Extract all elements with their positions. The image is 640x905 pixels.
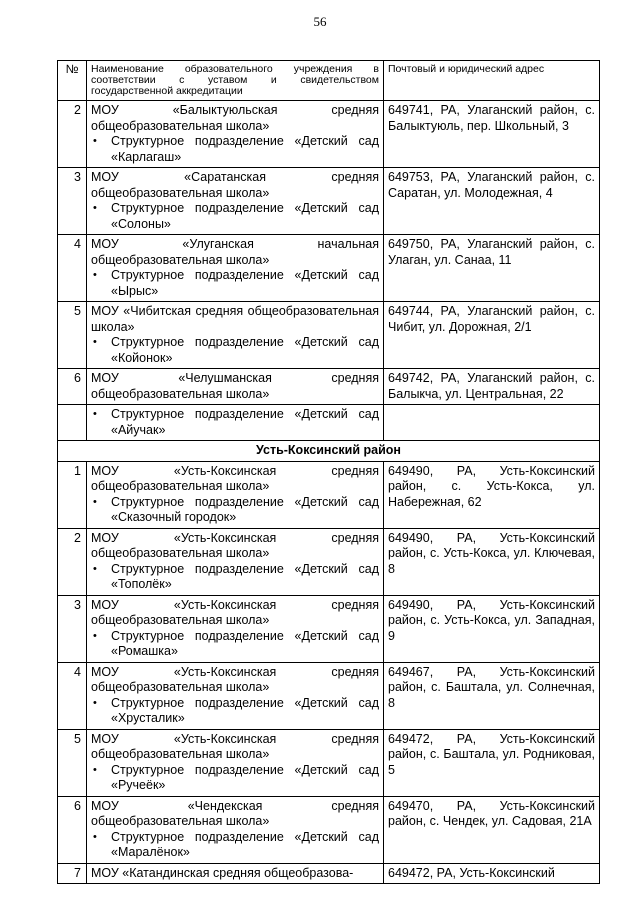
row-number: 6 (58, 369, 87, 405)
school-name: МОУ «Усть-Коксинская средняя общеобразовательная школа» (91, 664, 379, 694)
row-number: 5 (58, 302, 87, 369)
bullet-icon: • (93, 135, 97, 147)
name-cell (87, 369, 384, 405)
address-cell: 649750, РА, Улаганский район, с. Улаган, ул. Санаа, 11 (384, 235, 600, 302)
address-cell: 649472, РА, Усть-Коксинский (384, 863, 600, 884)
address-cell: 649744, РА, Улаганский район, с. Чибит, ул. Дорожная, 2/1 (384, 302, 600, 369)
school-name: МОУ «Усть-Коксинская средняя общеобразовательная школа» (91, 530, 379, 560)
subdivision-text: Структурное подразделение «Детский сад «Сказочный городок» (111, 494, 379, 524)
name-cell (87, 796, 384, 863)
subdivision-text: Структурное подразделение «Детский сад «Койонок» (111, 335, 379, 365)
subdivision-text: Структурное подразделение «Детский сад «Маралёнок» (111, 829, 379, 859)
bullet-icon: • (93, 269, 97, 281)
bullet-icon: • (93, 830, 97, 843)
name-cell (87, 595, 384, 662)
subdivision-text: Структурное подразделение «Детский сад «Солоны» (111, 201, 379, 231)
address-cell: 649470, РА, Усть-Коксинский район, с. Чендек, ул. Садовая, 21А (384, 796, 600, 863)
address-cell: 649490, РА, Усть-Коксинский район, с. Усть-Кокса, ул. Набережная, 62 (384, 461, 600, 528)
bullet-icon: • (93, 562, 97, 575)
subdivision-item (91, 763, 379, 794)
header-number: № (58, 61, 87, 101)
header-name: Наименование образовательного учреждения в соответствии с уставом и свидетельством государственной аккредитации (87, 61, 384, 101)
address-cell: 649490, РА, Усть-Коксинский район, с. Усть-Кокса, ул. Ключевая, 8 (384, 528, 600, 595)
table-row (58, 729, 600, 796)
school-name: МОУ «Чибитская средняя общеобразовательная школа» (91, 304, 379, 334)
table-row (58, 302, 600, 369)
school-name: МОУ «Балыктуюльская средняя общеобразовательная школа» (91, 103, 379, 133)
subdivision-text: Структурное подразделение «Детский сад «Карлагаш» (111, 134, 379, 164)
subdivision-item (91, 495, 379, 526)
subdivision-item (91, 134, 379, 165)
address-cell: 649472, РА, Усть-Коксинский район, с. Баштала, ул. Родниковая, 5 (384, 729, 600, 796)
subdivision-item (91, 830, 379, 861)
header-address: Почтовый и юридический адрес (384, 61, 600, 101)
bullet-icon: • (93, 495, 97, 508)
page-number: 56 (313, 14, 327, 29)
table-row (58, 168, 600, 235)
table-row (58, 863, 600, 884)
school-name: МОУ «Усть-Коксинская средняя общеобразовательная школа» (91, 731, 379, 761)
address-cell: 649742, РА, Улаганский район, с. Балыкча, ул. Центральная, 22 (384, 369, 600, 405)
subdivision-item (91, 201, 379, 232)
school-name: МОУ «Челушманская средняя общеобразовательная школа» (91, 371, 379, 401)
school-name: МОУ «Усть-Коксинская средняя общеобразовательная школа» (91, 597, 379, 627)
table-row (58, 662, 600, 729)
school-name: МОУ «Саратанская средняя общеобразовательная школа» (91, 170, 379, 200)
table-row (58, 528, 600, 595)
district-title: Усть-Коксинский район (58, 441, 600, 462)
name-cell (87, 662, 384, 729)
table-row (58, 101, 600, 168)
table-row (58, 235, 600, 302)
row-number: 1 (58, 461, 87, 528)
subdivision-item (91, 696, 379, 727)
row-number: 5 (58, 729, 87, 796)
bullet-icon: • (93, 696, 97, 709)
table-header-row (58, 61, 600, 101)
row-number: 7 (58, 863, 87, 884)
subdivision-text: Структурное подразделение «Детский сад «Айучак» (111, 407, 379, 437)
address-cell: 649490, РА, Усть-Коксинский район, с. Усть-Кокса, ул. Западная, 9 (384, 595, 600, 662)
address-cell: 649753, РА, Улаганский район, с. Саратан, ул. Молодежная, 4 (384, 168, 600, 235)
table-row (58, 461, 600, 528)
bullet-icon: • (93, 408, 97, 420)
name-cell (87, 461, 384, 528)
subdivision-item (91, 562, 379, 593)
name-cell: МОУ «Катандинская средняя общеобразова- (87, 863, 384, 884)
bullet-icon: • (93, 336, 97, 348)
table-row (58, 369, 600, 405)
row-number: 3 (58, 595, 87, 662)
subdivision-text: Структурное подразделение «Детский сад «Хрусталик» (111, 695, 379, 725)
row-number: 3 (58, 168, 87, 235)
row-number: 2 (58, 528, 87, 595)
bullet-icon: • (93, 763, 97, 776)
address-cell: 649741, РА, Улаганский район, с. Балыктуюль, пер. Школьный, 3 (384, 101, 600, 168)
table-row (58, 405, 600, 441)
subdivision-item (91, 407, 379, 438)
name-cell (87, 729, 384, 796)
subdivision-text: Структурное подразделение «Детский сад «Ырыс» (111, 268, 379, 298)
name-cell (87, 235, 384, 302)
row-number: 4 (58, 235, 87, 302)
bullet-icon: • (93, 202, 97, 214)
subdivision-text: Структурное подразделение «Детский сад «Ромашка» (111, 628, 379, 658)
subdivision-text: Структурное подразделение «Детский сад «Ручеёк» (111, 762, 379, 792)
name-cell (87, 528, 384, 595)
subdivision-text: Структурное подразделение «Детский сад «Тополёк» (111, 561, 379, 591)
school-name: МОУ «Чендекская средняя общеобразовательная школа» (91, 798, 379, 828)
school-name: МОУ «Улуганская начальная общеобразовательная школа» (91, 237, 379, 267)
name-cell (87, 405, 384, 441)
row-number (58, 405, 87, 441)
row-number: 2 (58, 101, 87, 168)
subdivision-item (91, 629, 379, 660)
bullet-icon: • (93, 629, 97, 642)
table-row (58, 796, 600, 863)
district-header-row (58, 441, 600, 462)
institutions-table (57, 60, 600, 884)
school-name: МОУ «Усть-Коксинская средняя общеобразовательная школа» (91, 463, 379, 493)
name-cell (87, 101, 384, 168)
table-row (58, 595, 600, 662)
row-number: 4 (58, 662, 87, 729)
row-number: 6 (58, 796, 87, 863)
subdivision-item (91, 268, 379, 299)
name-cell (87, 168, 384, 235)
address-cell (384, 405, 600, 441)
name-cell (87, 302, 384, 369)
subdivision-item (91, 335, 379, 366)
address-cell: 649467, РА, Усть-Коксинский район, с. Баштала, ул. Солнечная, 8 (384, 662, 600, 729)
